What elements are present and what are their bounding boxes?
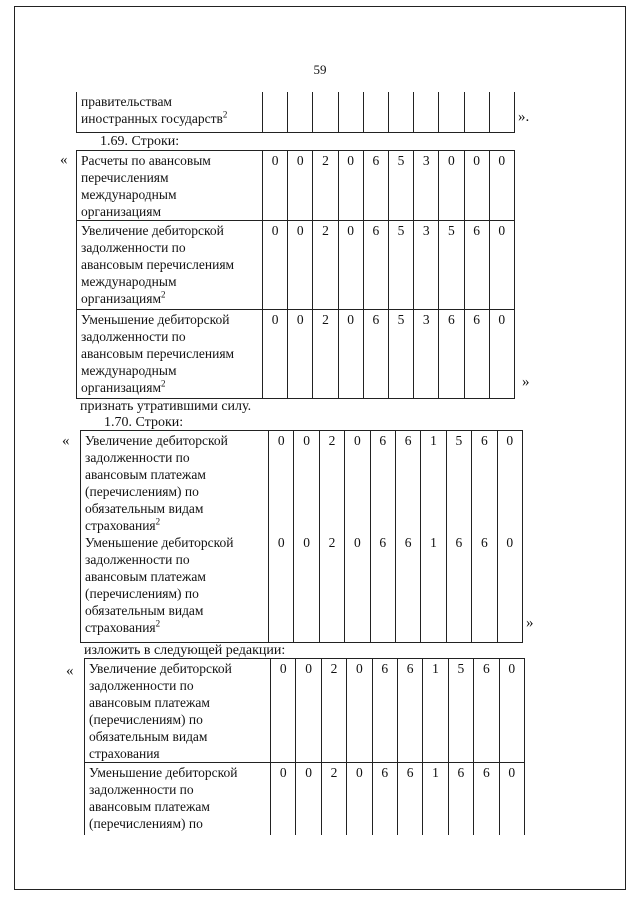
code-digit: 1 (430, 433, 437, 448)
label-line: задолженности по (85, 450, 190, 465)
label-line: Уменьшение дебиторской (89, 765, 238, 780)
footnote-mark: 2 (161, 378, 166, 389)
label-line: задолженности по (89, 678, 194, 693)
code-digit: 0 (271, 659, 296, 763)
code-digit: 0 (338, 151, 363, 221)
label-line: авансовым платежам (85, 569, 206, 584)
code-digit: 6 (404, 433, 412, 448)
label-line: задолженности по (81, 240, 186, 255)
top-fragment-table (76, 92, 515, 133)
code-digit: 6 (480, 433, 488, 448)
label-line: организациям (81, 204, 162, 219)
label-line: страхования (85, 620, 156, 635)
label-line: страхования (89, 746, 160, 761)
code-digit: 6 (363, 151, 388, 221)
code-digit: 5 (455, 433, 463, 448)
code-cell (313, 92, 338, 132)
label-line: авансовым перечислениям (81, 346, 235, 361)
code-digit: 6 (455, 535, 463, 550)
code-cell (414, 92, 439, 132)
code-cell (263, 92, 288, 132)
code-digit: 0 (263, 221, 288, 310)
code-digit: 3 (414, 221, 439, 310)
codes-table-169 (76, 150, 515, 399)
code-digit: 6 (480, 535, 488, 550)
code-digit: 6 (474, 763, 499, 835)
code-digit: 2 (321, 659, 346, 763)
label-line: авансовым платежам (89, 799, 210, 814)
code-digit: 0 (277, 535, 285, 550)
label-line: авансовым платежам (89, 695, 210, 710)
code-cell (472, 431, 497, 643)
code-cell (338, 92, 363, 132)
label-line: обязательным видам (85, 603, 204, 618)
code-digit: 0 (303, 535, 310, 550)
row-label (85, 659, 271, 763)
code-digit: 0 (271, 763, 296, 835)
code-cell (370, 431, 395, 643)
code-cell (288, 92, 313, 132)
paragraph-text: изложить в следующей редакции: (84, 643, 286, 658)
code-digit: 2 (321, 763, 346, 835)
code-cell (497, 431, 522, 643)
code-digit: 3 (414, 151, 439, 221)
code-digit: 3 (414, 310, 439, 399)
code-digit: 6 (448, 763, 473, 835)
code-digit: 6 (404, 535, 412, 550)
code-digit: 5 (388, 151, 413, 221)
footnote-mark: 2 (161, 289, 166, 300)
page-number: 59 (313, 62, 327, 77)
code-digit: 0 (499, 659, 524, 763)
label-line: международным (81, 187, 177, 202)
code-digit: 2 (313, 221, 338, 310)
code-digit: 6 (464, 310, 489, 399)
code-digit: 2 (313, 310, 338, 399)
label-line: правительствам (81, 94, 172, 109)
code-digit: 0 (296, 659, 321, 763)
code-digit: 0 (263, 310, 288, 399)
code-cell (464, 92, 489, 132)
code-digit: 0 (303, 433, 310, 448)
code-digit: 1 (430, 535, 437, 550)
label-line: Увеличение дебиторской (89, 661, 232, 676)
code-digit: 0 (489, 151, 514, 221)
code-digit: 6 (363, 221, 388, 310)
code-digit: 0 (489, 310, 514, 399)
code-digit: 0 (288, 310, 313, 399)
opening-quote: « (66, 663, 74, 679)
code-cell (446, 431, 471, 643)
code-cell (319, 431, 344, 643)
code-digit: 5 (388, 221, 413, 310)
paragraph-text: признать утратившими силу. (80, 399, 252, 414)
code-digit: 0 (499, 763, 524, 835)
code-digit: 0 (353, 535, 361, 550)
label-line: (перечислениям) по (89, 816, 203, 831)
label-line: (перечислениям) по (85, 484, 199, 499)
code-digit: 5 (388, 310, 413, 399)
closing-quote: ». (518, 109, 530, 125)
label-line: международным (81, 274, 177, 289)
code-digit: 6 (464, 221, 489, 310)
closing-quote: » (526, 615, 534, 631)
code-digit: 6 (397, 659, 422, 763)
label-line: обязательным видам (85, 501, 204, 516)
code-digit: 5 (448, 659, 473, 763)
code-digit: 6 (379, 535, 387, 550)
code-cell (388, 92, 413, 132)
code-digit: 6 (372, 659, 397, 763)
code-digit: 5 (439, 221, 464, 310)
footnote-mark: 2 (155, 618, 161, 629)
code-digit: 0 (353, 433, 361, 448)
label-line: (перечислениям) по (89, 712, 203, 727)
code-digit: 6 (397, 763, 422, 835)
code-cell (269, 431, 294, 643)
code-cell (489, 92, 514, 132)
top-fragment-label (77, 92, 263, 132)
section-heading: 1.69. Строки: (100, 134, 180, 149)
code-digit: 0 (338, 310, 363, 399)
code-digit: 0 (277, 433, 285, 448)
code-digit: 6 (372, 763, 397, 835)
label-line: Расчеты по авансовым (81, 153, 211, 168)
code-digit: 0 (263, 151, 288, 221)
code-digit: 0 (296, 763, 321, 835)
row-label (85, 763, 271, 835)
label-line: обязательным видам (89, 729, 208, 744)
codes-table-170 (80, 430, 523, 643)
label-line: (перечислениям) по (85, 586, 199, 601)
row-label (77, 310, 263, 399)
label-line: Увеличение дебиторской (85, 433, 228, 448)
code-digit: 6 (379, 433, 387, 448)
section-heading: 1.70. Строки: (104, 415, 184, 430)
code-digit: 2 (313, 151, 338, 221)
label-line: страхования (85, 518, 156, 533)
code-digit: 0 (489, 221, 514, 310)
label-line: задолженности по (85, 552, 190, 567)
code-cell (439, 92, 464, 132)
row-label (81, 431, 269, 643)
footnote-mark: 2 (155, 516, 161, 527)
code-digit: 0 (439, 151, 464, 221)
code-digit: 2 (328, 535, 336, 550)
label-line: Увеличение дебиторской (81, 223, 224, 238)
label-line: Уменьшение дебиторской (85, 535, 234, 550)
label-line: задолженности по (89, 782, 194, 797)
opening-quote: « (62, 433, 70, 449)
code-cell (345, 431, 370, 643)
code-digit: 6 (474, 659, 499, 763)
code-digit: 1 (423, 763, 448, 835)
label-line: организациям (81, 291, 162, 306)
row-label (77, 151, 263, 221)
code-digit: 0 (347, 659, 372, 763)
code-digit: 0 (506, 535, 514, 550)
code-digit: 0 (506, 433, 514, 448)
code-digit: 0 (347, 763, 372, 835)
opening-quote: « (60, 152, 68, 168)
code-digit: 2 (328, 433, 336, 448)
code-digit: 6 (363, 310, 388, 399)
code-digit: 0 (338, 221, 363, 310)
closing-quote: » (522, 374, 530, 390)
label-line: международным (81, 363, 177, 378)
code-cell (421, 431, 446, 643)
label-line: задолженности по (81, 329, 186, 344)
label-line: иностранных государств (81, 111, 223, 126)
code-digit: 6 (439, 310, 464, 399)
label-line: перечислениям (81, 170, 169, 185)
footnote-mark: 2 (222, 109, 228, 120)
code-digit: 0 (288, 221, 313, 310)
codes-table-new (84, 658, 525, 835)
code-digit: 0 (464, 151, 489, 221)
code-cell (363, 92, 388, 132)
code-digit: 1 (423, 659, 448, 763)
code-cell (294, 431, 319, 643)
label-line: Уменьшение дебиторской (81, 312, 230, 327)
code-digit: 0 (288, 151, 313, 221)
label-line: организациям (81, 380, 162, 395)
label-line: авансовым платежам (85, 467, 206, 482)
label-line: авансовым перечислениям (81, 257, 235, 272)
row-label (77, 221, 263, 310)
code-cell (395, 431, 420, 643)
